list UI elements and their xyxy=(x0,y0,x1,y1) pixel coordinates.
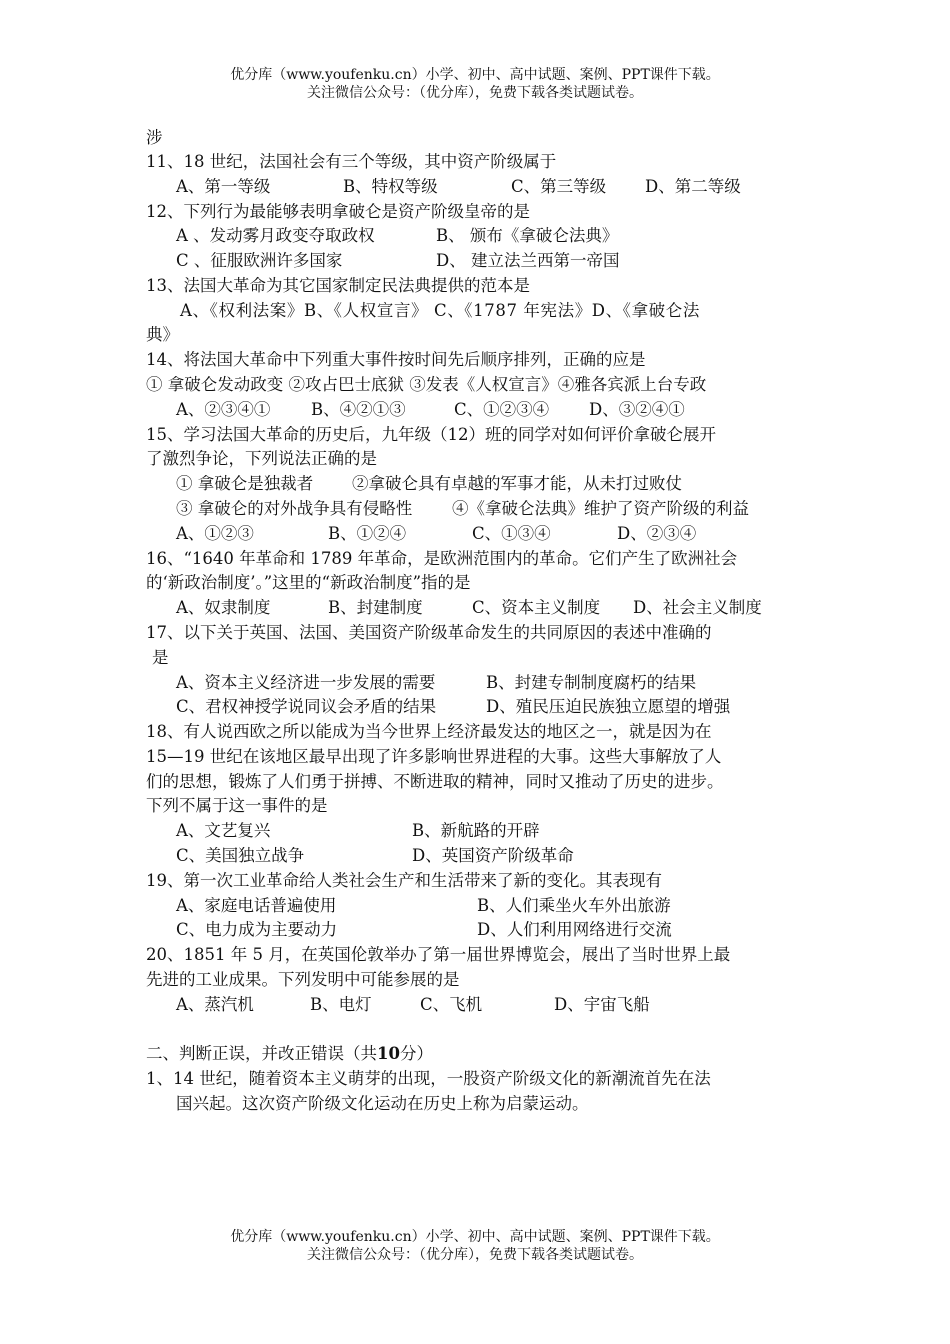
option-a: A、蒸汽机 xyxy=(176,995,254,1014)
option-b: B、人们乘坐火车外出旅游 xyxy=(477,896,671,915)
question-15-statements-34 xyxy=(176,497,749,521)
option-c: C、①③④ xyxy=(472,524,551,543)
option-d: D、 建立法兰西第一帝国 xyxy=(436,251,620,270)
question-18-stem-3: 们的思想，锻炼了人们勇于拼搏、不断进取的精神，同时又推动了历史的进步。 xyxy=(146,772,724,791)
question-17-options-ab xyxy=(176,671,696,695)
question-18-stem-1: 18、有人说西欧之所以能成为当今世界上经济最发达的地区之一，就是因为在 xyxy=(146,722,712,741)
section-2-item-1-line-1: 1、14 世纪，随着资本主义萌芽的出现，一股资产阶级文化的新潮流首先在法 xyxy=(146,1069,711,1088)
option-d: D、英国资产阶级革命 xyxy=(412,846,574,865)
statement-3: ③ 拿破仑的对外战争具有侵略性 xyxy=(176,499,413,518)
option-d: D、社会主义制度 xyxy=(633,598,762,617)
option-b: B、封建制度 xyxy=(328,598,423,617)
option-c: C、电力成为主要动力 xyxy=(176,920,338,939)
section-2-item-1-line-2: 国兴起。这次资产阶级文化运动在历史上称为启蒙运动。 xyxy=(176,1094,589,1113)
option-a: A、第一等级 xyxy=(176,177,271,196)
statement-2: ②拿破仑具有卓越的军事才能，从未打过败仗 xyxy=(352,474,682,493)
option-c: C、资本主义制度 xyxy=(472,598,601,617)
option-a: A、资本主义经济进一步发展的需要 xyxy=(176,673,436,692)
question-17-stem-2: 是 xyxy=(152,648,169,667)
question-15-stem-2: 了激烈争论，下列说法正确的是 xyxy=(146,449,377,468)
option-d: D、第二等级 xyxy=(645,177,741,196)
option-c: C 、征服欧洲许多国家 xyxy=(176,251,343,270)
question-14-options xyxy=(176,398,685,422)
question-18-stem-2: 15—19 世纪在该地区最早出现了许多影响世界进程的大事。这些大事解放了人 xyxy=(146,747,722,766)
question-14-events: ① 拿破仑发动政变 ②攻占巴士底狱 ③发表《人权宣言》④雅各宾派上台专政 xyxy=(146,375,707,394)
option-b: B、特权等级 xyxy=(343,177,438,196)
question-19-options-cd xyxy=(176,918,672,942)
section-2-title xyxy=(146,1042,433,1066)
question-20-stem-2: 先进的工业成果。下列发明中可能参展的是 xyxy=(146,970,460,989)
question-12-options-cd xyxy=(176,249,619,273)
question-19-stem: 19、第一次工业革命给人类社会生产和生活带来了新的变化。其表现有 xyxy=(146,871,662,890)
question-14-stem: 14、将法国大革命中下列重大事件按时间先后顺序排列，正确的应是 xyxy=(146,350,646,369)
option-c: C、第三等级 xyxy=(511,177,607,196)
question-12-options-ab xyxy=(176,224,618,248)
option-a: A 、发动雾月政变夺取政权 xyxy=(176,226,375,245)
option-b: B、电灯 xyxy=(310,995,372,1014)
option-b: B、新航路的开辟 xyxy=(412,821,540,840)
page-header xyxy=(0,66,950,102)
section-2-score: 10 xyxy=(377,1044,400,1063)
question-18-options-ab xyxy=(176,819,540,843)
footer-line-2: 关注微信公众号：（优分库），免费下载各类试题试卷。 xyxy=(307,1247,643,1263)
header-line-2: 关注微信公众号：（优分库），免费下载各类试题试卷。 xyxy=(307,85,643,101)
option-a: A、②③④① xyxy=(176,400,271,419)
statement-1: ① 拿破仑是独裁者 xyxy=(176,474,314,493)
question-20-stem-1: 20、1851 年 5 月，在英国伦敦举办了第一届世界博览会，展出了当时世界上最 xyxy=(146,945,731,964)
question-19-options-ab xyxy=(176,894,671,918)
option-c: C、①②③④ xyxy=(454,400,550,419)
option-a: A、文艺复兴 xyxy=(176,821,271,840)
option-c: C、美国独立战争 xyxy=(176,846,305,865)
footer-line-1: 优分库（www.youfenku.cn）小学、初中、高中试题、案例、PPT课件下载。 xyxy=(230,1229,720,1245)
option-b: B、①②④ xyxy=(328,524,407,543)
question-13-options-tail: 典》 xyxy=(146,325,179,344)
section-2-title-suffix: 分） xyxy=(399,1044,433,1063)
option-d: D、人们利用网络进行交流 xyxy=(477,920,672,939)
option-d: D、②③④ xyxy=(617,524,697,543)
question-11-stem: 11、18 世纪，法国社会有三个等级，其中资产阶级属于 xyxy=(146,152,557,171)
option-d: D、宇宙飞船 xyxy=(554,995,650,1014)
question-15-statements-12 xyxy=(176,472,682,496)
question-13-stem: 13、法国大革命为其它国家制定民法典提供的范本是 xyxy=(146,276,530,295)
option-c: C、君权神授学说同议会矛盾的结果 xyxy=(176,697,437,716)
question-16-stem-1: 16、“1640 年革命和 1789 年革命，是欧洲范围内的革命。它们产生了欧洲社会 xyxy=(146,549,738,568)
question-16-stem-2: 的‘新政治制度’。”这里的“新政治制度”指的是 xyxy=(146,573,471,592)
question-15-options xyxy=(176,522,696,546)
option-c: C、飞机 xyxy=(420,995,483,1014)
option-d: D、③②④① xyxy=(589,400,685,419)
statement-4: ④《拿破仑法典》维护了资产阶级的利益 xyxy=(452,499,749,518)
option-b: B、封建专制制度腐朽的结果 xyxy=(486,673,697,692)
page-footer xyxy=(0,1228,950,1264)
question-17-stem-1: 17、以下关于英国、法国、美国资产阶级革命发生的共同原因的表述中准确的 xyxy=(146,623,712,642)
question-20-options xyxy=(176,993,650,1017)
option-a: A、家庭电话普遍使用 xyxy=(176,896,337,915)
question-18-options-cd xyxy=(176,844,574,868)
question-18-stem-4: 下列不属于这一事件的是 xyxy=(146,796,328,815)
option-b: B、 颁布《拿破仑法典》 xyxy=(436,226,619,245)
question-15-stem-1: 15、学习法国大革命的历史后，九年级（12）班的同学对如何评价拿破仑展开 xyxy=(146,425,716,444)
option-b: B、④②①③ xyxy=(311,400,406,419)
question-11-options xyxy=(176,175,741,199)
question-16-options xyxy=(176,596,762,620)
option-d: D、殖民压迫民族独立愿望的增强 xyxy=(486,697,731,716)
section-2-title-prefix: 二、判断正误，并改正错误（共 xyxy=(146,1044,377,1063)
question-17-options-cd xyxy=(176,695,730,719)
question-10-tail: 涉 xyxy=(146,128,163,147)
question-12-stem: 12、下列行为最能够表明拿破仑是资产阶级皇帝的是 xyxy=(146,202,530,221)
header-line-1: 优分库（www.youfenku.cn）小学、初中、高中试题、案例、PPT课件下载。 xyxy=(230,67,720,83)
question-13-options: A、《权利法案》B、《人权宣言》 C、《1787 年宪法》D、《拿破仑法 xyxy=(180,301,700,320)
option-a: A、奴隶制度 xyxy=(176,598,271,617)
option-a: A、①②③ xyxy=(176,524,254,543)
